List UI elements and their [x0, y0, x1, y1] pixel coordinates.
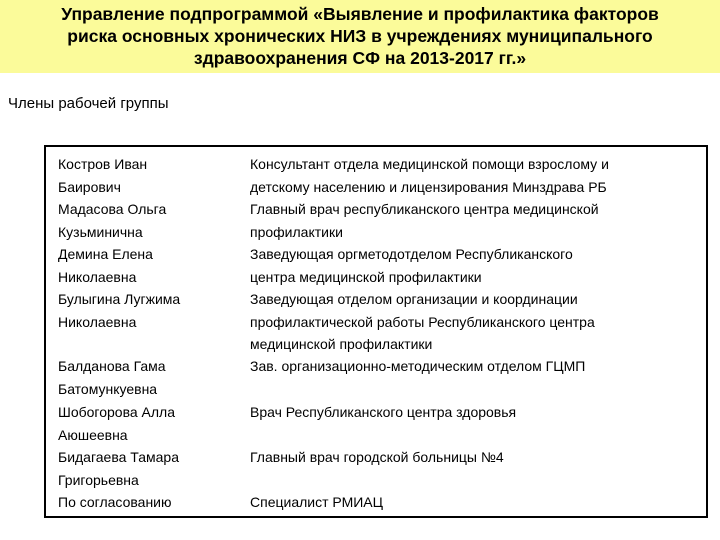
member-position: Консультант отдела медицинской помощи взрослому и детскому населению и лицензирования Минздрава РБ [250, 156, 609, 195]
section-title: Члены рабочей группы [8, 95, 169, 112]
header-banner [0, 0, 720, 73]
member-position: Главный врач республиканского центра медицинской профилактики [250, 201, 599, 240]
member-position: Зав. организационно-методическим отделом ГЦМП [250, 358, 586, 374]
member-name: Демина Елена Николаевна [58, 246, 153, 285]
member-position: Врач Республиканского центра здоровья [250, 404, 517, 420]
member-name: Балданова Гама Батомункуевна [58, 358, 166, 397]
member-position: Заведующая оргметодотделом Республиканского центра медицинской профилактики [250, 246, 573, 285]
page-title [6, 3, 714, 69]
page-title-line-1: Управление подпрограммой «Выявление и профилактика факторов [61, 4, 659, 24]
member-name: Бидагаева Тамара Григорьевна [58, 449, 179, 488]
members-box [44, 145, 708, 518]
member-name: Шобогорова Алла Аюшеевна [58, 404, 175, 443]
member-name: Мадасова Ольга Кузьминична [58, 201, 167, 240]
member-position: Заведующая отделом организации и координации профилактической работы Республиканского центра медицинской профилактики [250, 291, 595, 353]
member-position: Специалист РМИАЦ [250, 494, 383, 510]
page-title-line-2: риска основных хронических НИЗ в учреждениях муниципального [67, 26, 653, 46]
member-name: По согласованию [58, 494, 172, 510]
member-position: Главный врач городской больницы №4 [250, 449, 504, 465]
page-title-line-3: здравоохранения СФ на 2013-2017 гг.» [193, 48, 527, 68]
member-name: Булыгина Лугжима Николаевна [58, 291, 181, 330]
member-name: Костров Иван Баирович [58, 156, 148, 195]
